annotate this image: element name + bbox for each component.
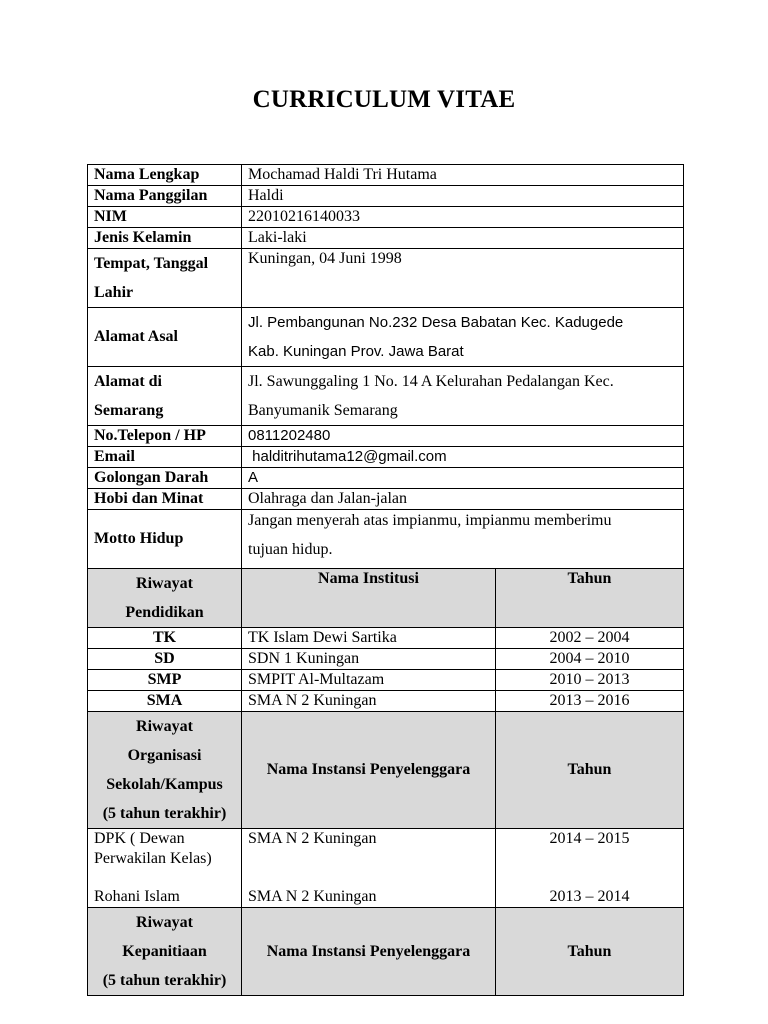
label-birth-line1: Tempat, Tanggal — [94, 255, 209, 272]
value-home-address — [242, 308, 684, 367]
label-semarang-line1: Alamat di — [94, 373, 162, 390]
row-birth — [88, 249, 684, 308]
label-hobby: Hobi dan Minat — [88, 489, 242, 510]
value-gender: Laki-laki — [242, 228, 684, 249]
label-birth-line2: Lahir — [94, 284, 134, 301]
value-nim: 22010216140033 — [242, 207, 684, 228]
education-row-sma — [88, 691, 684, 712]
semarang-address-line1: Jl. Sawunggaling 1 No. 14 A Kelurahan Pedalangan Kec. — [248, 373, 614, 390]
organization-name: Rohani Islam — [94, 888, 180, 905]
value-full-name: Mochamad Haldi Tri Hutama — [242, 165, 684, 186]
motto-line2: tujuan hidup. — [248, 541, 333, 558]
label-nim: NIM — [88, 207, 242, 228]
education-years: 2013 – 2016 — [496, 691, 684, 712]
organization-institution: SMA N 2 Kuningan — [248, 888, 377, 905]
organization-institutions — [242, 829, 496, 908]
label-nickname: Nama Panggilan — [88, 186, 242, 207]
committee-header-institution: Nama Instansi Penyelenggara — [242, 908, 496, 996]
row-email — [88, 447, 684, 468]
organization-header-line2: Organisasi — [127, 747, 202, 764]
organization-header-line1: Riwayat — [136, 718, 193, 735]
organization-header-line3: Sekolah/Kampus — [106, 776, 223, 793]
organization-header-institution: Nama Instansi Penyelenggara — [242, 712, 496, 829]
value-hobby: Olahraga dan Jalan-jalan — [242, 489, 684, 510]
row-nickname — [88, 186, 684, 207]
organization-header-row — [88, 712, 684, 829]
education-header-year: Tahun — [496, 569, 684, 628]
label-gender: Jenis Kelamin — [88, 228, 242, 249]
education-header-line2: Pendidikan — [125, 604, 204, 621]
cv-table — [87, 164, 684, 996]
label-phone: No.Telepon / HP — [88, 426, 242, 447]
row-full-name — [88, 165, 684, 186]
organization-name-line1: DPK ( Dewan — [94, 830, 185, 847]
page-title: CURRICULUM VITAE — [252, 86, 516, 113]
committee-header-line3: (5 tahun terakhir) — [102, 972, 227, 989]
organization-header-line4: (5 tahun terakhir) — [102, 805, 227, 822]
label-home-address: Alamat Asal — [88, 308, 242, 367]
education-years: 2002 – 2004 — [496, 628, 684, 649]
committee-header-line2: Kepanitiaan — [122, 943, 207, 960]
label-full-name: Nama Lengkap — [88, 165, 242, 186]
committee-header-row — [88, 908, 684, 996]
education-header-label — [88, 569, 242, 628]
committee-header-line1: Riwayat — [136, 914, 193, 931]
value-email: halditrihutama12@gmail.com — [242, 447, 684, 468]
value-blood-type: A — [242, 468, 684, 489]
row-nim — [88, 207, 684, 228]
row-phone — [88, 426, 684, 447]
education-row-smp — [88, 670, 684, 691]
education-level: SD — [88, 649, 242, 670]
label-email: Email — [88, 447, 242, 468]
value-phone: 0811202480 — [242, 426, 684, 447]
organization-header-year: Tahun — [496, 712, 684, 829]
education-header-institution: Nama Institusi — [242, 569, 496, 628]
row-semarang-address — [88, 367, 684, 426]
semarang-address-line2: Banyumanik Semarang — [248, 402, 398, 419]
organization-header-label — [88, 712, 242, 829]
education-level: TK — [88, 628, 242, 649]
value-semarang-address — [242, 367, 684, 426]
label-motto: Motto Hidup — [88, 510, 242, 569]
organization-years-cell — [496, 829, 684, 908]
row-gender — [88, 228, 684, 249]
row-hobby — [88, 489, 684, 510]
label-blood-type: Golongan Darah — [88, 468, 242, 489]
value-nickname: Haldi — [242, 186, 684, 207]
row-blood-type — [88, 468, 684, 489]
value-motto — [242, 510, 684, 569]
education-institution: SMA N 2 Kuningan — [242, 691, 496, 712]
education-institution: TK Islam Dewi Sartika — [242, 628, 496, 649]
value-birth: Kuningan, 04 Juni 1998 — [242, 249, 684, 308]
organization-years: 2013 – 2014 — [549, 888, 630, 905]
motto-line1: Jangan menyerah atas impianmu, impianmu memberimu — [248, 512, 612, 529]
organization-institution: SMA N 2 Kuningan — [248, 830, 377, 847]
organization-years: 2014 – 2015 — [549, 830, 630, 847]
label-semarang-line2: Semarang — [94, 402, 164, 419]
education-years: 2004 – 2010 — [496, 649, 684, 670]
education-institution: SMPIT Al-Multazam — [242, 670, 496, 691]
education-years: 2010 – 2013 — [496, 670, 684, 691]
organization-name-line2: Perwakilan Kelas) — [94, 850, 212, 867]
row-home-address — [88, 308, 684, 367]
education-institution: SDN 1 Kuningan — [242, 649, 496, 670]
label-semarang-address — [88, 367, 242, 426]
education-row-tk — [88, 628, 684, 649]
committee-header-year: Tahun — [496, 908, 684, 996]
row-motto — [88, 510, 684, 569]
label-birth — [88, 249, 242, 308]
committee-header-label — [88, 908, 242, 996]
education-level: SMP — [88, 670, 242, 691]
education-header-row — [88, 569, 684, 628]
organization-rows — [88, 829, 684, 908]
organization-names — [88, 829, 242, 908]
education-level: SMA — [88, 691, 242, 712]
education-header-line1: Riwayat — [136, 575, 193, 592]
home-address-line2: Kab. Kuningan Prov. Jawa Barat — [248, 343, 464, 360]
home-address-line1: Jl. Pembangunan No.232 Desa Babatan Kec. Kadugede — [248, 314, 624, 331]
education-row-sd — [88, 649, 684, 670]
